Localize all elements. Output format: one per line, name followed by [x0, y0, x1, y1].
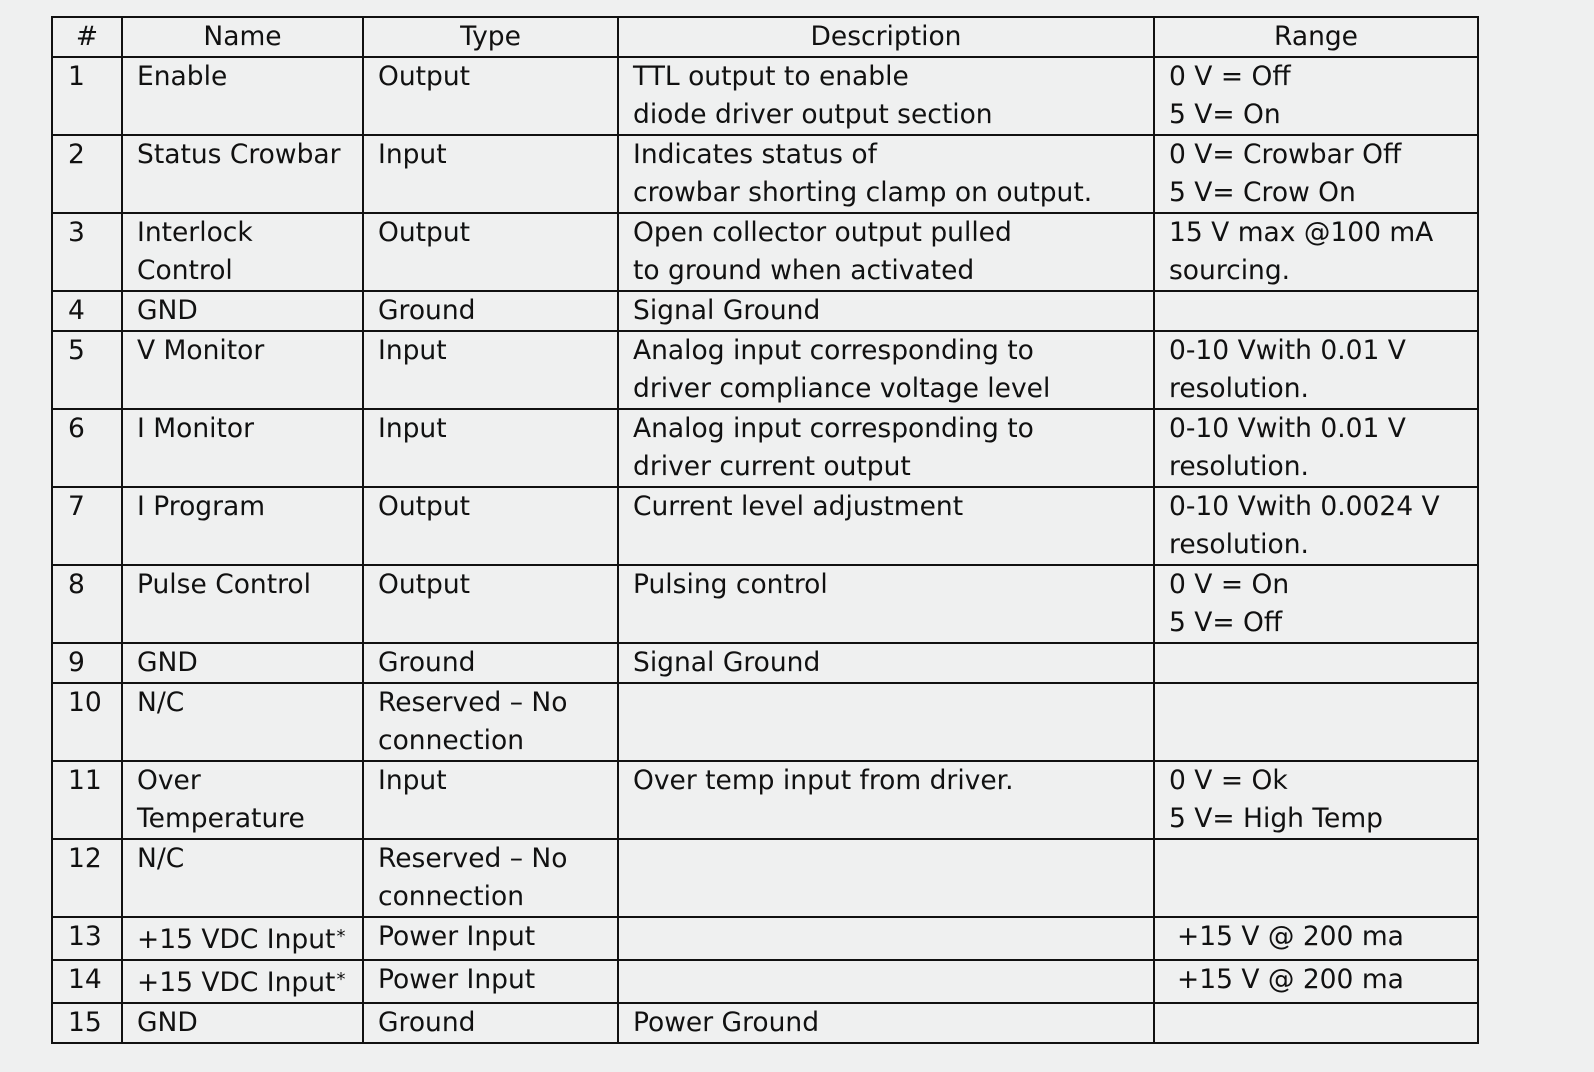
pin-type: Ground [363, 1003, 618, 1043]
range-line: 5 V= On [1169, 99, 1281, 130]
pin-type: Output [363, 565, 618, 643]
pin-name-text: +15 VDC Input [137, 924, 336, 955]
pin-number: 7 [52, 487, 122, 565]
description-text: Open collector output pulled to ground when activated [633, 217, 1012, 286]
pin-type: Ground [363, 291, 618, 331]
pin-number: 3 [52, 213, 122, 291]
header-description: Description [618, 17, 1154, 57]
header-type: Type [363, 17, 618, 57]
pin-range [1154, 1003, 1478, 1043]
table-row [52, 683, 1478, 761]
range-line: 5 V= Crow On [1169, 177, 1356, 208]
header-range: Range [1154, 17, 1478, 57]
pin-range [1154, 487, 1478, 565]
pin-description [618, 839, 1154, 917]
pin-description [618, 409, 1154, 487]
table-row [52, 487, 1478, 565]
pin-range: +15 V @ 200 ma [1154, 917, 1478, 960]
pin-range [1154, 135, 1478, 213]
pin-number: 2 [52, 135, 122, 213]
pin-range [1154, 683, 1478, 761]
description-text: Analog input corresponding to driver compliance voltage level [633, 335, 1051, 404]
pin-type: Ground [363, 643, 618, 683]
description-text: TTL output to enable diode driver output section [633, 61, 993, 130]
pin-range [1154, 565, 1478, 643]
pin-number: 5 [52, 331, 122, 409]
table-row [52, 839, 1478, 917]
header-row [52, 17, 1478, 57]
pin-range [1154, 57, 1478, 135]
pin-type [363, 839, 618, 917]
table-row [52, 331, 1478, 409]
range-line: 0 V= Crowbar Off [1169, 139, 1402, 170]
header-name: Name [122, 17, 363, 57]
table-row [52, 1003, 1478, 1043]
pin-range [1154, 643, 1478, 683]
pin-name: I Program [122, 487, 363, 565]
pin-name [122, 917, 363, 960]
table-row [52, 291, 1478, 331]
pin-name [122, 761, 363, 839]
pin-name: Pulse Control [122, 565, 363, 643]
footnote-mark: * [336, 969, 346, 990]
header-num: # [52, 17, 122, 57]
pin-name: N/C [122, 683, 363, 761]
pin-name-text: Over Temperature [137, 765, 305, 834]
description-text: Analog input corresponding to driver current output [633, 413, 1034, 482]
pin-name [122, 213, 363, 291]
pin-number: 12 [52, 839, 122, 917]
table-row [52, 213, 1478, 291]
pin-name: GND [122, 643, 363, 683]
pin-name: GND [122, 291, 363, 331]
pin-description [618, 960, 1154, 1003]
pin-description: Current level adjustment [618, 487, 1154, 565]
pin-name [122, 960, 363, 1003]
description-text: Indicates status of crowbar shorting clamp on output. [633, 139, 1093, 208]
pin-number: 15 [52, 1003, 122, 1043]
pin-type: Output [363, 213, 618, 291]
pin-type: Input [363, 331, 618, 409]
pin-type: Input [363, 761, 618, 839]
pin-type: Input [363, 135, 618, 213]
pin-name: Enable [122, 57, 363, 135]
pin-type: Output [363, 487, 618, 565]
pin-description [618, 683, 1154, 761]
pin-description [618, 135, 1154, 213]
pin-number: 8 [52, 565, 122, 643]
table-row [52, 409, 1478, 487]
pin-description: Power Ground [618, 1003, 1154, 1043]
pin-type-text: Reserved – No connection [378, 843, 568, 912]
pin-description [618, 57, 1154, 135]
table-row [52, 643, 1478, 683]
table-row [52, 917, 1478, 960]
range-line: 0 V = On [1169, 569, 1290, 600]
range-line: 5 V= High Temp [1169, 803, 1383, 834]
pin-range [1154, 761, 1478, 839]
pin-name: Status Crowbar [122, 135, 363, 213]
pin-name: GND [122, 1003, 363, 1043]
range-line: 0 V = Off [1169, 61, 1291, 92]
footnote-mark: * [336, 926, 346, 947]
pin-name-text: +15 VDC Input [137, 967, 336, 998]
pin-description [618, 917, 1154, 960]
pin-range [1154, 291, 1478, 331]
pin-range [1154, 213, 1478, 291]
pin-type: Power Input [363, 960, 618, 1003]
pin-number: 9 [52, 643, 122, 683]
pin-range: +15 V @ 200 ma [1154, 960, 1478, 1003]
table-row [52, 960, 1478, 1003]
table-row [52, 135, 1478, 213]
table-row [52, 57, 1478, 135]
pin-name: I Monitor [122, 409, 363, 487]
pin-type: Power Input [363, 917, 618, 960]
range-line: 0 V = Ok [1169, 765, 1288, 796]
pin-type: Output [363, 57, 618, 135]
pin-type-text: Reserved – No connection [378, 687, 568, 756]
pin-type [363, 683, 618, 761]
pin-number: 11 [52, 761, 122, 839]
pin-name: V Monitor [122, 331, 363, 409]
range-text: 0-10 Vwith 0.01 V resolution. [1169, 413, 1406, 482]
pin-description: Pulsing control [618, 565, 1154, 643]
pin-description: Signal Ground [618, 643, 1154, 683]
table-row [52, 565, 1478, 643]
pin-number: 1 [52, 57, 122, 135]
pin-range [1154, 331, 1478, 409]
pin-description [618, 331, 1154, 409]
pin-number: 13 [52, 917, 122, 960]
pin-range [1154, 409, 1478, 487]
pin-description: Over temp input from driver. [618, 761, 1154, 839]
pin-description: Signal Ground [618, 291, 1154, 331]
pin-number: 14 [52, 960, 122, 1003]
pinout-table [51, 16, 1479, 1044]
range-text: 0-10 Vwith 0.0024 V resolution. [1169, 491, 1440, 560]
pin-number: 6 [52, 409, 122, 487]
range-text: 15 V max @100 mA sourcing. [1169, 217, 1434, 286]
pin-number: 10 [52, 683, 122, 761]
pin-number: 4 [52, 291, 122, 331]
pin-name-text: Interlock Control [137, 217, 253, 286]
pin-name: N/C [122, 839, 363, 917]
range-line: 5 V= Off [1169, 607, 1283, 638]
pin-range [1154, 839, 1478, 917]
pin-type: Input [363, 409, 618, 487]
range-text: 0-10 Vwith 0.01 V resolution. [1169, 335, 1406, 404]
pin-description [618, 213, 1154, 291]
table-row [52, 761, 1478, 839]
